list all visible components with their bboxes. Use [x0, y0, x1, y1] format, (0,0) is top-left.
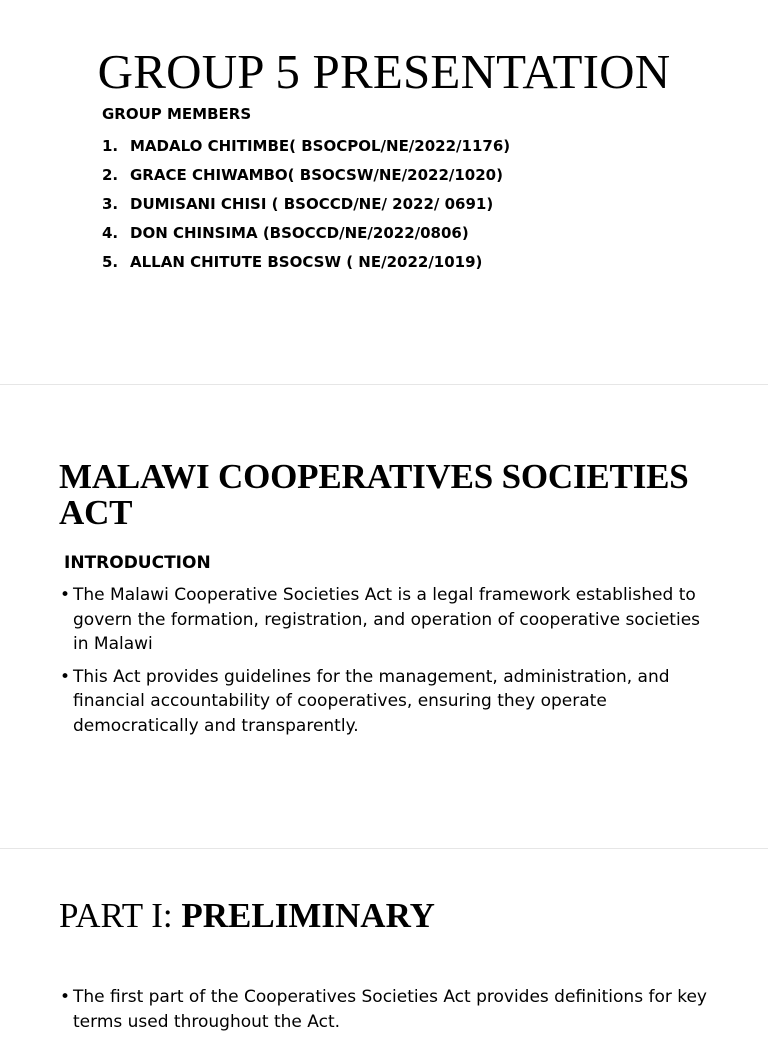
list-number: 2.: [102, 166, 119, 184]
list-item: [102, 161, 510, 190]
members-heading: GROUP MEMBERS: [102, 105, 252, 123]
bullet-list: [60, 583, 720, 746]
list-item: [60, 665, 720, 739]
presentation-title: GROUP 5 PRESENTATION: [97, 44, 671, 99]
bullet-icon: •: [60, 585, 71, 605]
list-item: [60, 985, 720, 1034]
member-name: MADALO CHITIMBE( BSOCPOL/NE/2022/1176): [130, 137, 511, 155]
member-name: ALLAN CHITUTE BSOCSW ( NE/2022/1019): [130, 253, 483, 271]
slide-introduction: [0, 384, 768, 849]
title-emphasis: PRELIMINARY: [181, 896, 435, 935]
slide-part-one: [0, 848, 768, 1032]
bullet-text: This Act provides guidelines for the management, administration, and financial accountability of cooperatives, ensuring they operate democratically and transparently.: [73, 666, 670, 736]
section-heading: INTRODUCTION: [64, 553, 211, 573]
list-item: [60, 583, 720, 657]
member-name: GRACE CHIWAMBO( BSOCSW/NE/2022/1020): [130, 166, 503, 184]
slide-title: MALAWI COOPERATIVES SOCIETIES ACT: [59, 457, 689, 532]
member-name: DON CHINSIMA (BSOCCD/NE/2022/0806): [130, 224, 469, 242]
member-name: DUMISANI CHISI ( BSOCCD/NE/ 2022/ 0691): [130, 195, 494, 213]
bullet-text: The first part of the Cooperatives Societies Act provides definitions for key terms used throughout the Act.: [73, 987, 707, 1032]
slide-title: [59, 895, 435, 937]
list-number: 3.: [102, 195, 119, 213]
members-list: [102, 132, 510, 277]
list-item: [102, 219, 510, 248]
list-item: [102, 190, 510, 219]
bullet-text: The Malawi Cooperative Societies Act is a legal framework established to govern the formation, registration, and operation of cooperative societies in Malawi: [73, 585, 701, 654]
slide-group-presentation: [0, 0, 768, 384]
list-number: 1.: [102, 137, 119, 155]
bullet-icon: •: [60, 666, 71, 687]
list-item: [102, 132, 510, 161]
bullet-list: [60, 985, 720, 1042]
list-number: 5.: [102, 253, 119, 271]
bullet-icon: •: [60, 987, 71, 1007]
list-number: 4.: [102, 224, 119, 242]
title-prefix: PART I:: [59, 896, 182, 935]
list-item: [102, 248, 510, 277]
